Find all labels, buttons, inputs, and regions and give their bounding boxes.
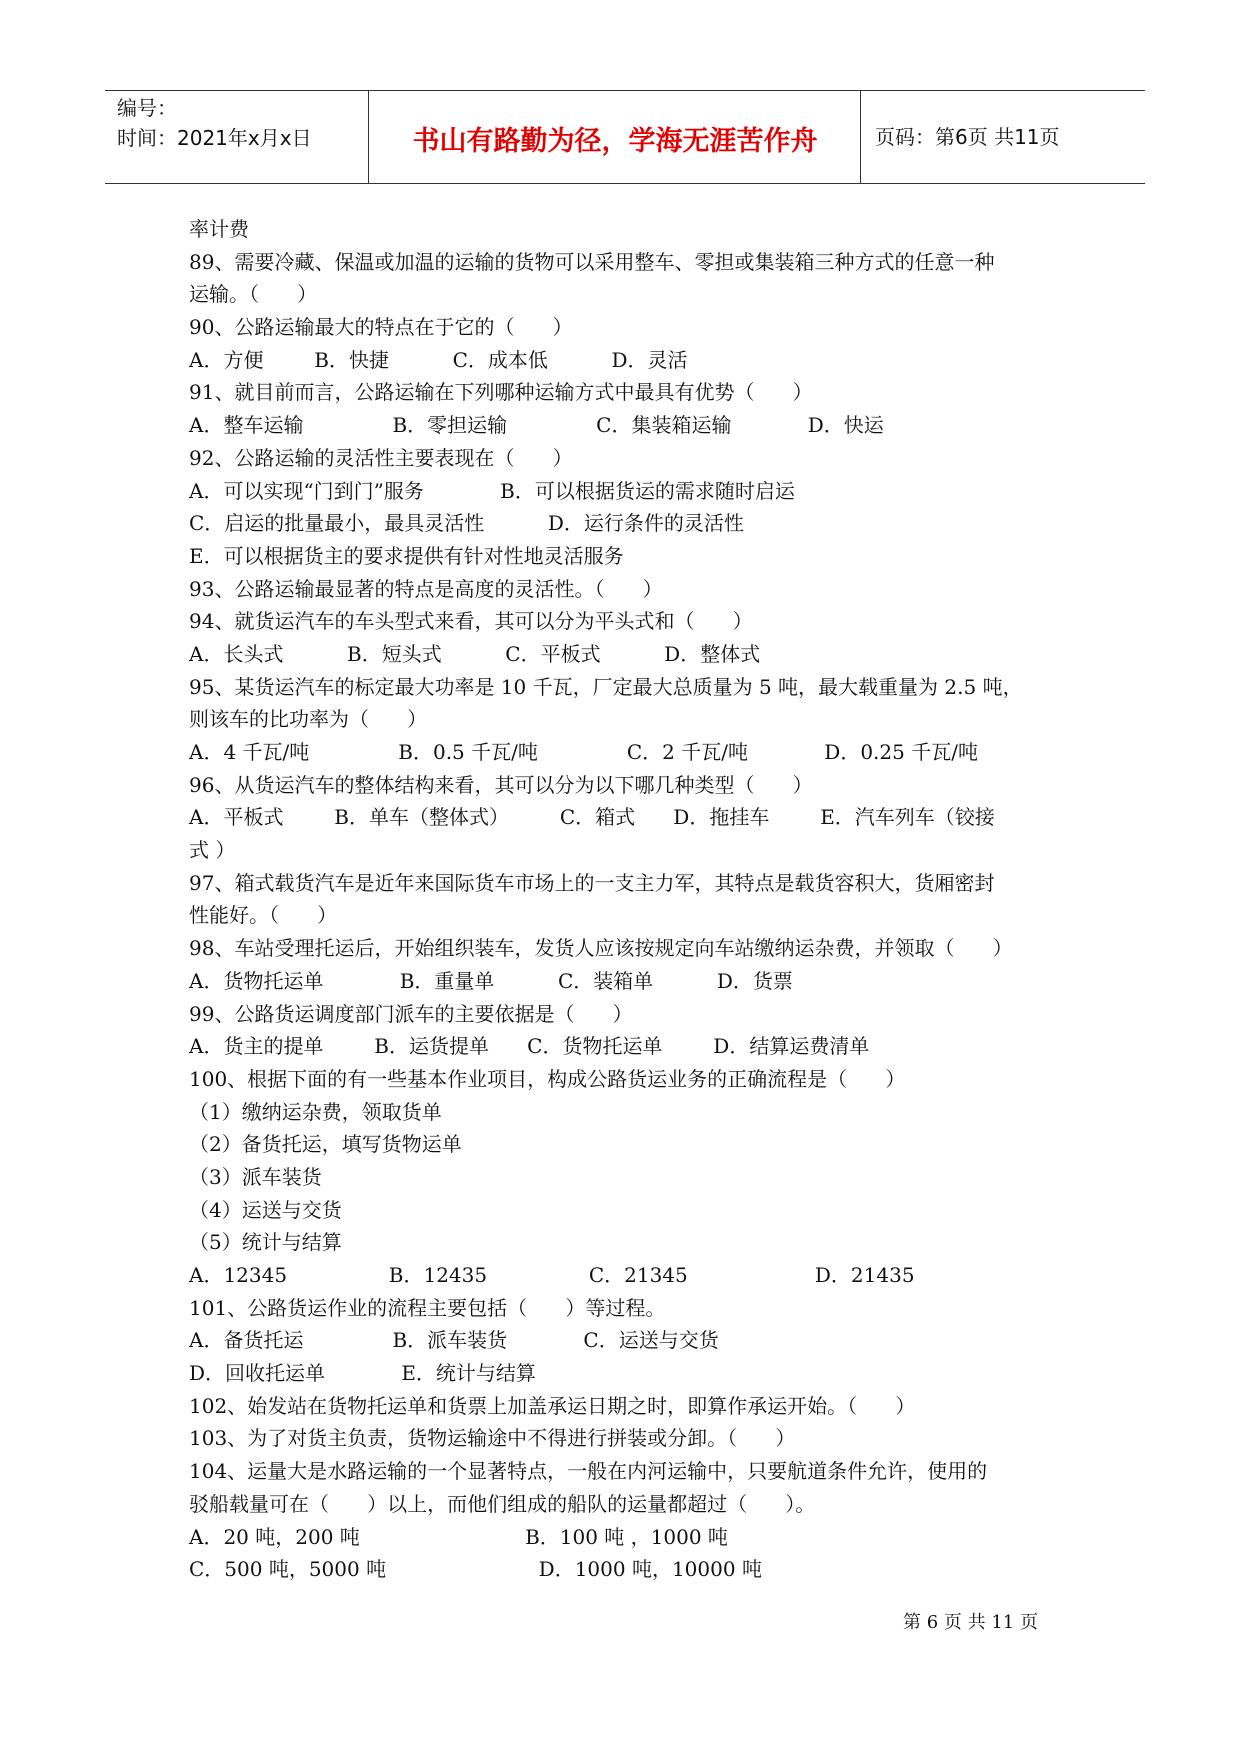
- text-line: 运输。（ ）: [189, 282, 318, 307]
- text-line: C．500 吨，5000 吨 D．1000 吨，10000 吨: [189, 1557, 762, 1582]
- document-body: [189, 213, 1069, 1586]
- text-line: 驳船载量可在（ ）以上，而他们组成的船队的运量都超过（ ）。: [189, 1491, 816, 1516]
- text-line: 92、公路运输的灵活性主要表现在（ ）: [189, 445, 573, 470]
- text-line: （2）备货托运，填写货物运单: [189, 1132, 462, 1157]
- text-line: 104、运量大是水路运输的一个显著特点，一般在内河运输中，只要航道条件允许，使用的: [189, 1459, 988, 1484]
- text-line: 103、为了对货主负责，货物运输途中不得进行拼装或分卸。（ ）: [189, 1426, 796, 1451]
- header-divider: [368, 91, 369, 183]
- text-line: A．货主的提单 B．运货提单 C．货物托运单 D．结算运费清单: [189, 1034, 870, 1059]
- text-line: A．平板式 B．单车（整体式） C．箱式 D．拖挂车 E．汽车列车（铰接: [189, 805, 995, 830]
- text-line: A．可以实现“门到门”服务 B．可以根据货运的需求随时启运: [189, 478, 795, 503]
- text-line: 率计费: [189, 217, 249, 241]
- text-line: C．启运的批量最小，最具灵活性 D．运行条件的灵活性: [189, 511, 744, 536]
- text-line: 100、根据下面的有一些基本作业项目，构成公路货运业务的正确流程是（ ）: [189, 1066, 906, 1091]
- text-line: 式 ）: [189, 838, 236, 863]
- text-line: 90、公路运输最大的特点在于它的（ ）: [189, 315, 573, 340]
- doc-number-label: 编号：: [117, 96, 177, 120]
- text-line: （4）运送与交货: [189, 1197, 342, 1222]
- text-line: 91、就目前而言，公路运输在下列哪种运输方式中最具有优势（ ）: [189, 380, 813, 405]
- doc-time-label: 时间：2021年x月x日: [117, 126, 312, 150]
- text-line: A．备货托运 B．派车装货 C．运送与交货: [189, 1328, 719, 1353]
- text-line: A．整车运输 B．零担运输 C．集装箱运输 D．快运: [189, 413, 884, 438]
- header-divider: [860, 91, 861, 183]
- page-footer: 第 6 页 共 11 页: [903, 1612, 1038, 1633]
- text-line: 则该车的比功率为（ ）: [189, 707, 428, 732]
- header-meta: [117, 93, 312, 153]
- text-line: 101、公路货运作业的流程主要包括（ ）等过程。: [189, 1295, 666, 1320]
- text-line: A．4 千瓦/吨 B．0.5 千瓦/吨 C．2 千瓦/吨 D．0.25 千瓦/吨: [189, 740, 978, 764]
- header-page-number: 页码：第6页 共11页: [875, 125, 1060, 149]
- text-line: A．货物托运单 B．重量单 C．装箱单 D．货票: [189, 968, 793, 993]
- text-line: （5）统计与结算: [189, 1230, 342, 1255]
- text-line: 96、从货运汽车的整体结构来看，其可以分为以下哪几种类型（ ）: [189, 772, 813, 797]
- text-line: 99、公路货运调度部门派车的主要依据是（ ）: [189, 1001, 633, 1026]
- text-line: 98、车站受理托运后，开始组织装车，发货人应该按规定向车站缴纳运杂费，并领取（ ）: [189, 936, 1013, 961]
- text-line: 94、就货运汽车的车头型式来看，其可以分为平头式和（ ）: [189, 609, 753, 634]
- text-line: 102、始发站在货物托运单和货票上加盖承运日期之时，即算作承运开始。（ ）: [189, 1393, 916, 1418]
- text-line: A．方便 B．快捷 C．成本低 D．灵活: [189, 347, 688, 372]
- text-line: （3）派车装货: [189, 1164, 322, 1189]
- text-line: （1）缴纳运杂费，领取货单: [189, 1099, 442, 1124]
- text-line: E．可以根据货主的要求提供有针对性地灵活服务: [189, 543, 624, 568]
- text-line: A．12345 B．12435 C．21345 D．21435: [189, 1263, 915, 1287]
- text-line: A．长头式 B．短头式 C．平板式 D．整体式: [189, 641, 761, 666]
- text-line: A．20 吨，200 吨 B．100 吨 ，1000 吨: [189, 1524, 728, 1549]
- page-header: [105, 90, 1145, 184]
- text-line: D．回收托运单 E．统计与结算: [189, 1361, 536, 1386]
- text-line: 性能好。（ ）: [189, 903, 338, 928]
- text-line: 89、需要冷藏、保温或加温的运输的货物可以采用整车、零担或集装箱三种方式的任意一种: [189, 249, 995, 274]
- text-line: 97、箱式载货汽车是近年来国际货车市场上的一支主力军，其特点是载货容积大，货厢密封: [189, 870, 995, 895]
- text-line: 95、某货运汽车的标定最大功率是 10 千瓦，厂定最大总质量为 5 吨，最大载重量为 2.5 吨，: [189, 674, 1023, 699]
- header-motto: 书山有路勤为径，学海无涯苦作舟: [412, 126, 818, 157]
- text-line: 93、公路运输最显著的特点是高度的灵活性。（ ）: [189, 576, 663, 601]
